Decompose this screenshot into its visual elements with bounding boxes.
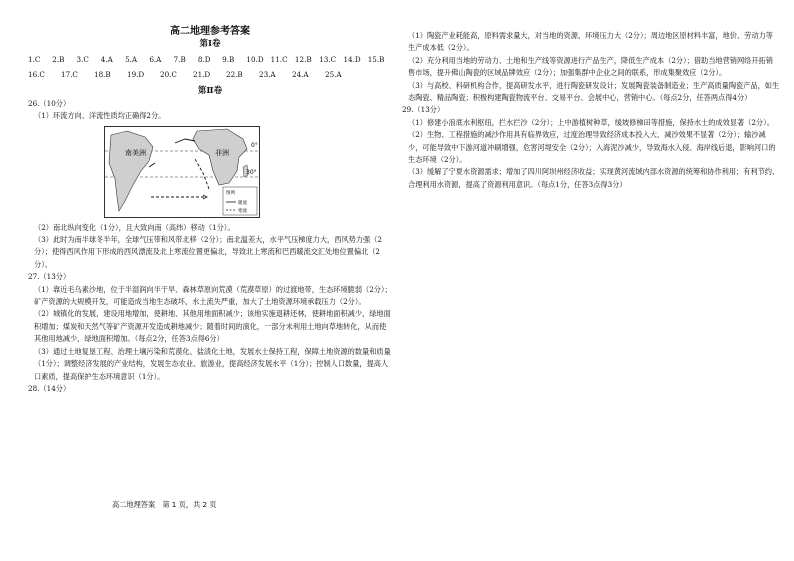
answer-item: 22.B [226, 70, 243, 80]
q28-part3: （3）与高校、科研机构合作，提高研发水平，进行陶瓷研发设计；发展陶瓷装备制造业；生产高质量陶瓷产品，如生态陶瓷、精品陶瓷；积极构建陶瓷物流平台、交易平台、会展中心，营销中心。（每点2分，任答两点得4分） [408, 80, 780, 103]
answer-item: 11.C [270, 55, 288, 64]
answer-item: 14.D [343, 55, 361, 64]
q28-part2: （2）充分利用当地的劳动力、土地和生产线等资源进行产品生产，降低生产成本（2分）；借助当地营销网络开拓销售市场，提升佛山陶瓷的区域品牌效应（2分）；加强集群中企业之间的联系，形成集聚效应（2分）。 [408, 55, 773, 78]
answer-item: 1.C [28, 55, 41, 64]
q29-part2: （2）生物、工程措施的减沙作用具有临界效应，过度治理导致经济成本投入大、减沙效果不显著（2分）；输沙减少，可能导致中下游河道冲刷增强，危害河堤安全（2分）；入海泥沙减少，导致海水入侵、海岸线后退，影响河口的生态环境（2分）。 [408, 130, 776, 165]
q29-heading: 29.（13分） [402, 105, 445, 115]
answer-item: 21.D [193, 70, 211, 80]
q26-part2: （2）南北纵向变化（1分），且大致向南（高纬）移动（1分）。 [34, 222, 235, 232]
q27-heading: 27.（13分） [28, 272, 71, 282]
right-column [402, 30, 780, 191]
answer-item: 17.C [61, 70, 78, 80]
legend-warm-label: 暖流 [238, 200, 247, 206]
answer-item: 6.A [149, 55, 162, 64]
cold-current-arrow-1 [195, 159, 209, 189]
q28-heading: 28.（14分） [28, 383, 71, 393]
answer-item: 5.A [125, 55, 138, 64]
lat0-label: 0° [251, 141, 258, 149]
q28-part1: （1）陶瓷产业耗能高，原料需求量大，对当地的资源、环境压力大（2分）；周边地区原材料丰富，地价、劳动力等生产成本低（2分）。 [408, 31, 773, 53]
q29-part1: （1）修建小浪底水利枢纽，拦水拦沙（2分）；上中游植树种草，缓坡修梯田等措施，保持水土的成效显著（2分）。 [408, 117, 774, 127]
answer-item: 16.C [28, 70, 45, 80]
warm-current-arrow-2 [149, 163, 155, 167]
answer-item: 9.B [222, 55, 235, 64]
answer-item: 13.C [319, 55, 337, 64]
answer-item: 25.A [325, 70, 342, 80]
legend-cold-label: 寒流 [238, 208, 247, 214]
page-title: 高二地理参考答案 [170, 26, 250, 37]
q27-part1: （1）靠近毛乌素沙地，位于半湿润向半干旱、森林草原向荒漠（荒漠草原）的过渡地带，生态环境脆弱（2分）；矿产资源的大规模开发，可能造成当地生态破坏，水土流失严重，加大了土地资源环境承载压力（2分）。 [34, 284, 392, 307]
map-svg [105, 127, 259, 217]
answer-item: 12.B [294, 55, 312, 64]
answers-row-1 [28, 54, 392, 66]
answer-item: 2.B [52, 55, 65, 64]
section-1-heading: 第Ⅰ卷 [199, 39, 221, 49]
answer-item: 23.A [259, 70, 276, 80]
q27-part2: （2）城镇化的发展，建设用地增加，使耕地、其他用地面积减少；该地实施退耕还林，使耕地面积减少，绿地面积增加；煤炭和天然气等矿产资源开发造成耕地减少；随着时间的演化，一部分未利用土地向草地转化，从而使其他用地减少，绿地面积增加。（每点2分，任答3点得6分） [34, 309, 391, 344]
section-2-heading: 第Ⅱ卷 [197, 85, 223, 96]
africa-shape [193, 129, 247, 185]
page-footer: 高二地理答案 第 1 页，共 2 页 [112, 500, 217, 509]
answer-item: 10.D [246, 55, 264, 64]
q26-part1: （1）环流方向、洋流性质均正确得2分。 [34, 111, 166, 121]
lat30-label: 30° [246, 168, 257, 176]
q26-heading: 26.（10分） [28, 98, 71, 108]
answer-item: 19.D [127, 70, 145, 80]
south-america-label: 南美洲 [125, 148, 146, 157]
q27-part3: （3）通过土地复垦工程、治理土壤污染和荒漠化、盐渍化土地，发展水土保持工程，保障土地资源的数量和质量（1分）；调整经济发展的产业结构，发展生态农业、旅游业，提高经济发展水平（1分）；控制人口数量，提高人口素质，提高保护生态环境意识（1分）。 [34, 346, 391, 381]
q26-part3: （3）此时为南半球冬半年，全球气压带和风带北移（2分）；南北温差大，水平气压梯度力大，西风势力强（2分）；使得西风作用下形成的西风漂流及北上寒流位置更偏北，导致北上寒流和巴西暖流交汇处地位置偏北（2分）。 [34, 235, 382, 269]
answer-item: 7.B [173, 55, 186, 64]
q29-part3: （3）缓解了宁夏水资源需求；增加了四川阿坝州经济收益；实现黄河流域内部水资源的统筹和协作利用；有利节约、合理利用水资源，提高了资源利用意识。（每点1分，任答3点得3分） [408, 167, 780, 189]
answer-item: 24.A [292, 70, 309, 80]
south-america-shape [109, 131, 153, 211]
answers-row-2 [28, 69, 392, 81]
answer-item: 4.A [100, 55, 113, 64]
answer-item: 8.D [197, 55, 211, 64]
left-column [28, 0, 392, 395]
ocean-current-map [104, 126, 260, 218]
answer-item: 18.B [94, 70, 111, 80]
answer-item: 15.B [367, 55, 385, 64]
answer-item: 20.C [160, 70, 177, 80]
legend-title: 图例 [226, 190, 235, 196]
answer-item: 3.C [76, 55, 89, 64]
warm-current-arrow-1 [175, 139, 195, 143]
africa-label: 非洲 [215, 148, 229, 157]
